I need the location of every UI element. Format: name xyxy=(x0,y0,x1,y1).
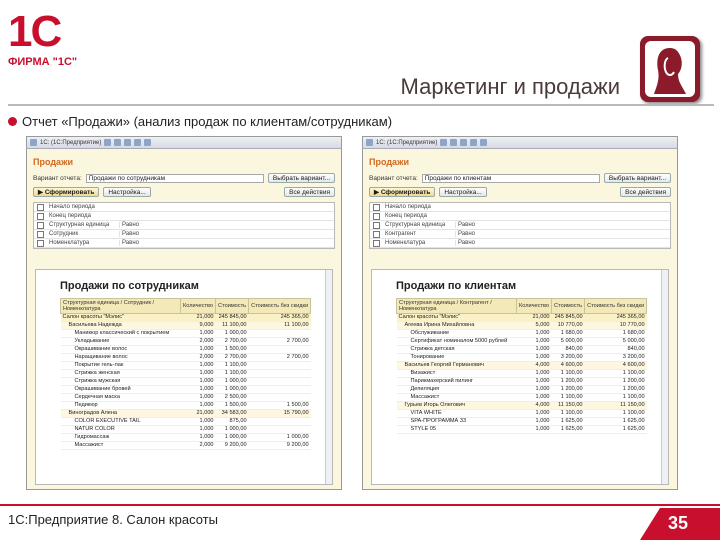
row-name: Укладывание xyxy=(61,338,181,346)
row-sum: 1 000,00 xyxy=(216,378,249,386)
row-name: Гидромассаж xyxy=(61,434,181,442)
row-sum: 1 100,00 xyxy=(216,362,249,370)
row-sum-no-discount: 5 000,00 xyxy=(585,338,647,346)
report-table xyxy=(60,298,311,450)
variant-label: Вариант отчета: xyxy=(33,174,82,182)
row-sum-no-discount: 1 625,00 xyxy=(585,418,647,426)
footer-text: 1С:Предприятие 8. Салон красоты xyxy=(8,512,218,527)
toolbar-icon[interactable] xyxy=(134,139,141,146)
row-sum-no-discount: 15 790,00 xyxy=(249,410,311,418)
window-title: 1С: (1С:Предприятие) xyxy=(376,139,438,146)
vertical-scrollbar[interactable] xyxy=(325,270,332,484)
row-quantity: 1,000 xyxy=(517,346,552,354)
row-sum: 11 150,00 xyxy=(552,402,585,410)
row-sum-no-discount: 1 680,00 xyxy=(585,330,647,338)
row-sum: 1 625,00 xyxy=(552,418,585,426)
row-name: Васильев Георгий Германович xyxy=(397,362,517,370)
row-name: Окрашивание бровей xyxy=(61,386,181,394)
table-row[interactable] xyxy=(397,370,647,378)
settings-row[interactable] xyxy=(34,203,334,212)
column-header: Стоимость xyxy=(216,299,249,314)
row-quantity: 9,000 xyxy=(181,322,216,330)
row-quantity: 1,000 xyxy=(517,378,552,386)
row-quantity: 1,000 xyxy=(517,418,552,426)
bullet-icon xyxy=(8,117,17,126)
footer-divider xyxy=(0,504,720,506)
toolbar-icon[interactable] xyxy=(124,139,131,146)
row-sum-no-discount: 1 200,00 xyxy=(585,378,647,386)
table-row[interactable] xyxy=(61,330,311,338)
settings-checkbox[interactable] xyxy=(37,231,44,238)
row-quantity: 1,000 xyxy=(517,338,552,346)
settings-field-name: Начало периода xyxy=(49,204,95,210)
settings-row[interactable] xyxy=(370,203,670,212)
row-sum-no-discount: 2 700,00 xyxy=(249,354,311,362)
row-quantity: 1,000 xyxy=(517,370,552,378)
row-quantity: 1,000 xyxy=(181,386,216,394)
firm-logo xyxy=(8,7,100,72)
table-row[interactable] xyxy=(61,322,311,330)
row-quantity: 1,000 xyxy=(181,330,216,338)
row-sum-no-discount: 1 000,00 xyxy=(249,434,311,442)
report-area xyxy=(35,269,333,485)
settings-table xyxy=(33,202,335,249)
variant-label: Вариант отчета: xyxy=(369,174,418,182)
column-header: Количество xyxy=(517,299,552,314)
report-area xyxy=(371,269,669,485)
row-name: Агеева Ирина Михайловна xyxy=(397,322,517,330)
row-sum: 1 100,00 xyxy=(552,410,585,418)
row-sum-no-discount xyxy=(249,386,311,394)
all-actions-button[interactable]: Все действия xyxy=(620,187,671,197)
generate-button[interactable]: ▶ Сформировать xyxy=(33,187,99,197)
salon-portrait-icon xyxy=(640,36,700,102)
row-name: Покрытие гель-лак xyxy=(61,362,181,370)
row-name: Стрижка женская xyxy=(61,370,181,378)
row-sum-no-discount xyxy=(249,426,311,434)
column-header: Стоимость xyxy=(552,299,585,314)
row-quantity: 1,000 xyxy=(181,370,216,378)
table-row[interactable] xyxy=(61,378,311,386)
row-sum-no-discount: 1 100,00 xyxy=(585,394,647,402)
row-sum: 1 680,00 xyxy=(552,330,585,338)
settings-field-name: Номенклатура xyxy=(385,240,426,246)
row-sum: 34 583,00 xyxy=(216,410,249,418)
table-row[interactable] xyxy=(61,434,311,442)
settings-condition[interactable]: Равно xyxy=(455,240,483,246)
settings-field-name: Структурная единица xyxy=(385,222,446,228)
generate-button[interactable]: ▶ Сформировать xyxy=(369,187,435,197)
row-name: Маникюр классический с покрытием xyxy=(61,330,181,338)
toolbar-icon[interactable] xyxy=(144,139,151,146)
settings-condition[interactable]: Равно xyxy=(119,222,147,228)
table-row[interactable] xyxy=(397,338,647,346)
table-row[interactable] xyxy=(397,386,647,394)
table-row[interactable] xyxy=(61,362,311,370)
row-sum: 1 200,00 xyxy=(552,378,585,386)
row-quantity: 1,000 xyxy=(181,418,216,426)
row-sum-no-discount: 840,00 xyxy=(585,346,647,354)
form-title: Продажи xyxy=(33,157,73,167)
row-sum: 10 770,00 xyxy=(552,322,585,330)
table-row[interactable] xyxy=(61,354,311,362)
table-row[interactable] xyxy=(397,426,647,434)
settings-checkbox[interactable] xyxy=(373,204,380,211)
row-name: Васильева Надежда xyxy=(61,322,181,330)
row-sum: 11 100,00 xyxy=(216,322,249,330)
settings-field-name: Начало периода xyxy=(385,204,431,210)
row-name: Гурьев Игорь Олегович xyxy=(397,402,517,410)
table-row[interactable] xyxy=(397,322,647,330)
settings-checkbox[interactable] xyxy=(373,222,380,229)
row-sum-no-discount: 3 200,00 xyxy=(585,354,647,362)
row-sum-no-discount xyxy=(249,378,311,386)
row-name: Массажист xyxy=(397,394,517,402)
row-name: Сертификат номиналом 5000 рублей xyxy=(397,338,517,346)
settings-field-name: Конец периода xyxy=(385,213,427,219)
settings-row[interactable] xyxy=(370,230,670,239)
row-sum-no-discount: 9 200,00 xyxy=(249,442,311,450)
select-variant-button[interactable]: Выбрать вариант... xyxy=(268,173,335,183)
row-name: Стрижка детская xyxy=(397,346,517,354)
row-name: Стрижка мужская xyxy=(61,378,181,386)
row-quantity: 1,000 xyxy=(181,346,216,354)
row-sum: 1 000,00 xyxy=(216,386,249,394)
row-name: NATUR COLOR xyxy=(61,426,181,434)
row-name: Обслуживание xyxy=(397,330,517,338)
row-name: Тонирование xyxy=(397,354,517,362)
row-sum-no-discount xyxy=(249,394,311,402)
row-sum-no-discount: 245 365,00 xyxy=(249,314,311,322)
row-quantity: 1,000 xyxy=(181,434,216,442)
row-sum-no-discount: 245 365,00 xyxy=(585,314,647,322)
vertical-scrollbar[interactable] xyxy=(661,270,668,484)
row-quantity: 1,000 xyxy=(517,410,552,418)
table-row[interactable] xyxy=(61,426,311,434)
row-sum-no-discount: 1 100,00 xyxy=(585,410,647,418)
table-row[interactable] xyxy=(397,346,647,354)
row-sum: 1 100,00 xyxy=(552,370,585,378)
toolbar-icon[interactable] xyxy=(440,139,447,146)
variant-field[interactable]: Продажи по клиентам xyxy=(422,174,600,183)
sales-by-employees-window xyxy=(26,136,342,490)
row-quantity: 5,000 xyxy=(517,322,552,330)
settings-row[interactable] xyxy=(34,212,334,221)
window-toolbar xyxy=(363,137,677,149)
row-sum-no-discount: 11 100,00 xyxy=(249,322,311,330)
table-row[interactable] xyxy=(397,402,647,410)
row-name: Наращивание волос xyxy=(61,354,181,362)
table-row[interactable] xyxy=(61,442,311,450)
app-icon xyxy=(366,139,373,146)
row-sum-no-discount xyxy=(249,346,311,354)
row-sum: 1 100,00 xyxy=(216,370,249,378)
window-title: 1С: (1С:Предприятие) xyxy=(40,139,102,146)
row-quantity: 21,000 xyxy=(517,314,552,322)
settings-button[interactable]: Настройка... xyxy=(103,187,150,197)
row-sum: 5 000,00 xyxy=(552,338,585,346)
settings-row[interactable] xyxy=(370,221,670,230)
table-row[interactable] xyxy=(397,362,647,370)
row-quantity: 1,000 xyxy=(181,394,216,402)
row-sum: 1 000,00 xyxy=(216,330,249,338)
settings-row[interactable] xyxy=(370,212,670,221)
row-sum: 1 000,00 xyxy=(216,434,249,442)
row-quantity: 1,000 xyxy=(517,394,552,402)
settings-row[interactable] xyxy=(34,221,334,230)
settings-checkbox[interactable] xyxy=(373,213,380,220)
row-name: SPA-ПРОГРАММА 33 xyxy=(397,418,517,426)
table-row[interactable] xyxy=(61,338,311,346)
row-sum-no-discount: 4 600,00 xyxy=(585,362,647,370)
table-row[interactable] xyxy=(61,410,311,418)
row-sum-no-discount: 2 700,00 xyxy=(249,338,311,346)
row-quantity: 1,000 xyxy=(181,426,216,434)
column-header: Структурная единица / Контрагент / Номенклатура xyxy=(397,299,517,314)
row-sum: 2 700,00 xyxy=(216,338,249,346)
row-sum-no-discount xyxy=(249,330,311,338)
row-name: Педикюр xyxy=(61,402,181,410)
table-row[interactable] xyxy=(61,402,311,410)
settings-field-name: Контрагент xyxy=(385,231,417,237)
row-name: VITA WHITE xyxy=(397,410,517,418)
slide-title: Маркетинг и продажи xyxy=(400,74,620,99)
row-name: Парикмахерский пилинг xyxy=(397,378,517,386)
column-header: Стоимость без скидки xyxy=(249,299,311,314)
window-toolbar xyxy=(27,137,341,149)
row-sum: 2 500,00 xyxy=(216,394,249,402)
column-header: Структурная единица / Сотрудник / Номенклатура xyxy=(61,299,181,314)
select-variant-button[interactable]: Выбрать вариант... xyxy=(604,173,671,183)
row-quantity: 2,000 xyxy=(181,354,216,362)
settings-row[interactable] xyxy=(34,239,334,248)
table-row[interactable] xyxy=(397,394,647,402)
row-sum: 1 500,00 xyxy=(216,402,249,410)
sales-by-clients-window xyxy=(362,136,678,490)
settings-field-name: Конец периода xyxy=(49,213,91,219)
app-icon xyxy=(30,139,37,146)
column-header: Стоимость без скидки xyxy=(585,299,647,314)
toolbar-icon[interactable] xyxy=(450,139,457,146)
row-name: Салон красоты "Мэлис" xyxy=(397,314,517,322)
row-sum: 875,00 xyxy=(216,418,249,426)
row-sum: 1 000,00 xyxy=(216,426,249,434)
settings-button[interactable]: Настройка... xyxy=(439,187,486,197)
toolbar-icon[interactable] xyxy=(114,139,121,146)
settings-checkbox[interactable] xyxy=(37,213,44,220)
settings-checkbox[interactable] xyxy=(37,222,44,229)
table-row[interactable] xyxy=(397,410,647,418)
row-quantity: 1,000 xyxy=(517,330,552,338)
row-sum: 1 625,00 xyxy=(552,426,585,434)
row-quantity: 1,000 xyxy=(181,402,216,410)
toolbar-icon[interactable] xyxy=(104,139,111,146)
row-name: COLOR EXECUTIVE TAIL xyxy=(61,418,181,426)
toolbar-icon[interactable] xyxy=(480,139,487,146)
row-sum-no-discount xyxy=(249,370,311,378)
table-row[interactable] xyxy=(61,346,311,354)
row-sum-no-discount xyxy=(249,362,311,370)
logo-mark: 1С xyxy=(8,7,61,56)
row-sum: 3 200,00 xyxy=(552,354,585,362)
settings-checkbox[interactable] xyxy=(373,231,380,238)
row-quantity: 1,000 xyxy=(517,386,552,394)
row-name: Массажист xyxy=(61,442,181,450)
row-sum-no-discount: 1 500,00 xyxy=(249,402,311,410)
settings-condition[interactable]: Равно xyxy=(119,240,147,246)
column-header: Количество xyxy=(181,299,216,314)
table-row[interactable] xyxy=(61,314,311,322)
row-sum: 1 200,00 xyxy=(552,386,585,394)
report-table xyxy=(396,298,647,434)
row-sum: 1 500,00 xyxy=(216,346,249,354)
table-row[interactable] xyxy=(397,314,647,322)
settings-row[interactable] xyxy=(34,230,334,239)
settings-condition[interactable]: Равно xyxy=(455,222,483,228)
table-row[interactable] xyxy=(61,394,311,402)
row-sum: 1 100,00 xyxy=(552,394,585,402)
row-sum: 245 845,00 xyxy=(216,314,249,322)
toolbar-icon[interactable] xyxy=(470,139,477,146)
row-sum-no-discount: 1 100,00 xyxy=(585,370,647,378)
row-sum: 9 200,00 xyxy=(216,442,249,450)
settings-checkbox[interactable] xyxy=(37,204,44,211)
settings-row[interactable] xyxy=(370,239,670,248)
row-quantity: 1,000 xyxy=(517,426,552,434)
settings-field-name: Сотрудник xyxy=(49,231,79,237)
settings-table xyxy=(369,202,671,249)
row-name: Салон красоты "Мэлис" xyxy=(61,314,181,322)
table-row[interactable] xyxy=(61,386,311,394)
row-quantity: 21,000 xyxy=(181,314,216,322)
table-row[interactable] xyxy=(397,418,647,426)
title-divider xyxy=(8,104,714,106)
row-quantity: 1,000 xyxy=(181,362,216,370)
settings-field-name: Номенклатура xyxy=(49,240,90,246)
row-sum: 840,00 xyxy=(552,346,585,354)
row-sum-no-discount: 1 200,00 xyxy=(585,386,647,394)
row-quantity: 2,000 xyxy=(181,338,216,346)
row-sum: 245 845,00 xyxy=(552,314,585,322)
settings-field-name: Структурная единица xyxy=(49,222,110,228)
row-sum-no-discount: 1 625,00 xyxy=(585,426,647,434)
toolbar-icon[interactable] xyxy=(460,139,467,146)
bullet-text: Отчет «Продажи» (анализ продаж по клиентам/сотрудникам) xyxy=(22,114,393,129)
page-number: 35 xyxy=(668,513,689,533)
report-title: Продажи по клиентам xyxy=(396,280,517,292)
row-sum: 4 600,00 xyxy=(552,362,585,370)
report-title: Продажи по сотрудникам xyxy=(60,280,199,292)
settings-checkbox[interactable] xyxy=(373,240,380,247)
table-row[interactable] xyxy=(61,370,311,378)
logo-subtitle: ФИРМА "1С" xyxy=(8,56,78,68)
row-name: STYLE 05 xyxy=(397,426,517,434)
table-row[interactable] xyxy=(397,354,647,362)
row-sum-no-discount xyxy=(249,418,311,426)
row-name: Визажист xyxy=(397,370,517,378)
row-quantity: 1,000 xyxy=(181,378,216,386)
row-quantity: 4,000 xyxy=(517,402,552,410)
row-quantity: 4,000 xyxy=(517,362,552,370)
row-sum-no-discount: 10 770,00 xyxy=(585,322,647,330)
row-name: Виноградов Алена xyxy=(61,410,181,418)
row-name: Сердечная маска xyxy=(61,394,181,402)
form-title: Продажи xyxy=(369,157,409,167)
table-row[interactable] xyxy=(397,330,647,338)
settings-condition[interactable]: Равно xyxy=(455,231,483,237)
settings-checkbox[interactable] xyxy=(37,240,44,247)
row-name: Депиляция xyxy=(397,386,517,394)
row-quantity: 1,000 xyxy=(517,354,552,362)
table-row[interactable] xyxy=(397,378,647,386)
table-row[interactable] xyxy=(61,418,311,426)
variant-field[interactable]: Продажи по сотрудникам xyxy=(86,174,264,183)
row-name: Окрашивание волос xyxy=(61,346,181,354)
row-sum: 2 700,00 xyxy=(216,354,249,362)
row-quantity: 21,000 xyxy=(181,410,216,418)
row-sum-no-discount: 11 150,00 xyxy=(585,402,647,410)
row-quantity: 2,000 xyxy=(181,442,216,450)
settings-condition[interactable]: Равно xyxy=(119,231,147,237)
all-actions-button[interactable]: Все действия xyxy=(284,187,335,197)
